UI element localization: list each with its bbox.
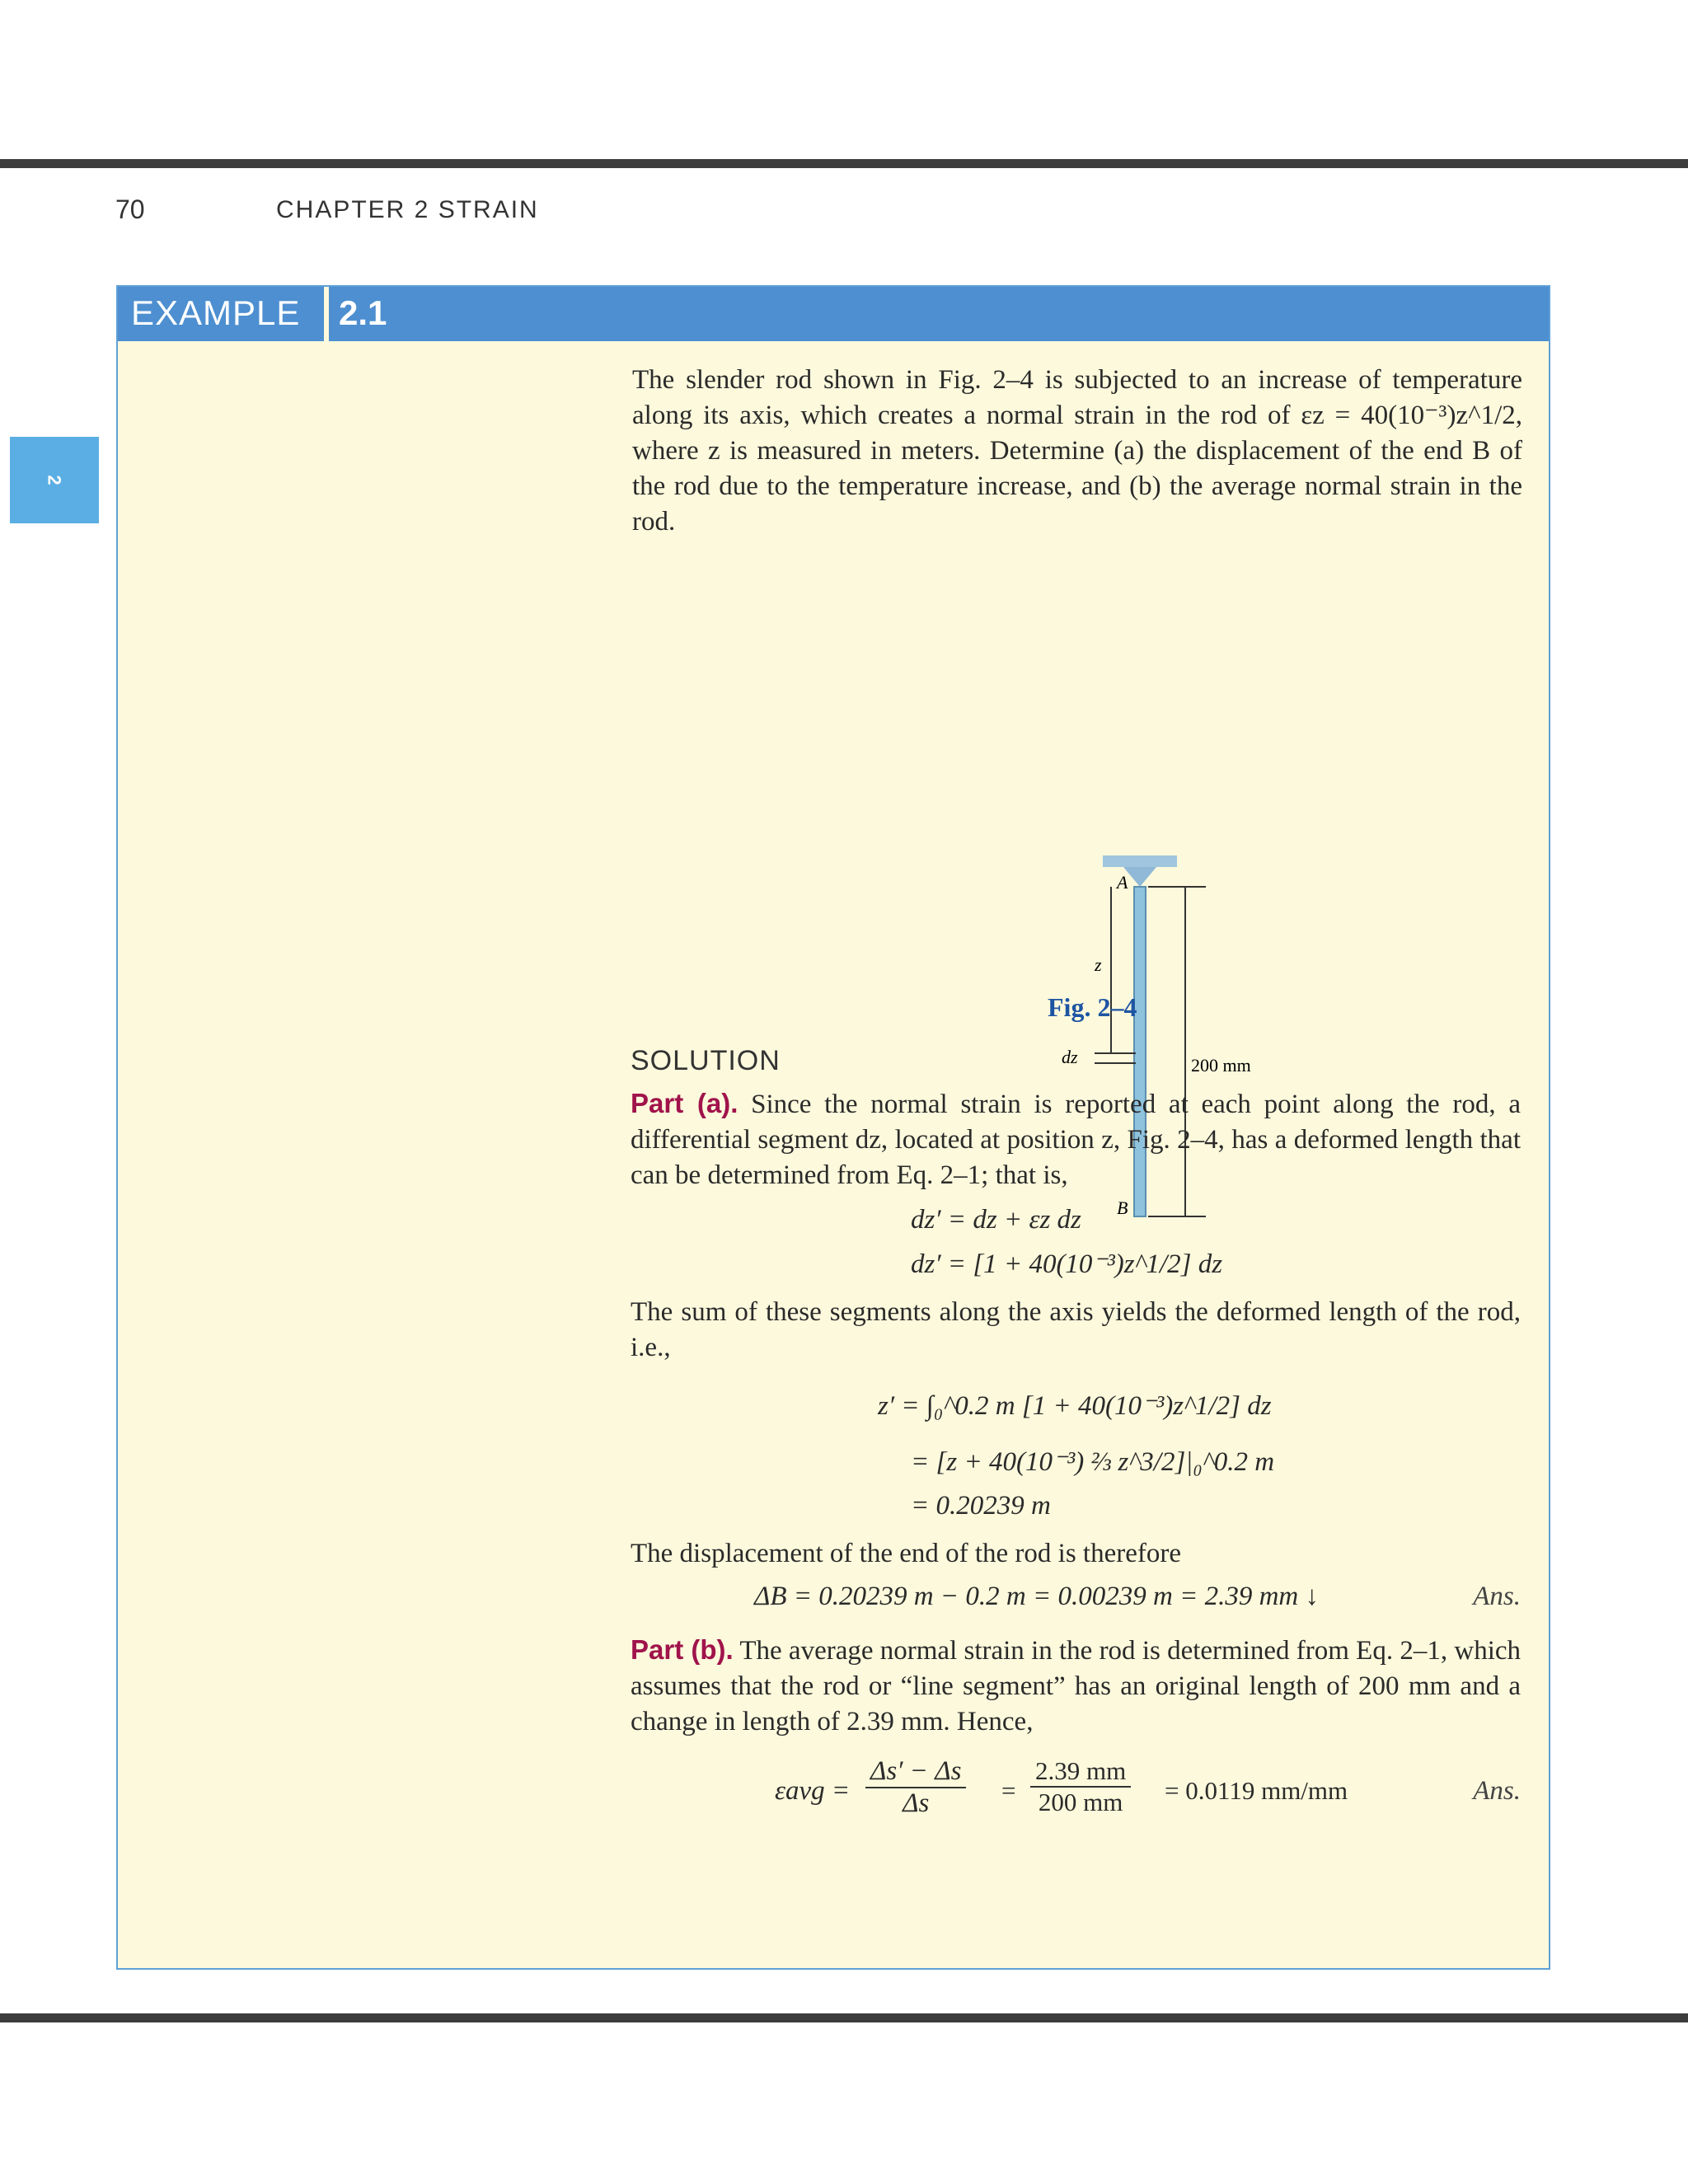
- label-b: B: [1117, 1197, 1128, 1218]
- chapter-tab: [10, 437, 99, 523]
- example-number: 2.1: [339, 293, 387, 332]
- figure-caption: Fig. 2–4: [1048, 992, 1137, 1022]
- equation-7-lhs: εavg =: [775, 1776, 851, 1806]
- dimension-label: 200 mm: [1191, 1055, 1251, 1076]
- chapter-title: CHAPTER 2 STRAIN: [276, 196, 539, 223]
- fraction-1-num: Δs′ − Δs: [865, 1756, 966, 1788]
- fraction-1-den: Δs: [903, 1788, 930, 1818]
- example-label: EXAMPLE: [131, 293, 301, 332]
- example-content: [632, 363, 1522, 540]
- equation-4: = [z + 40(10⁻³) ⅔ z^3/2]|₀^0.2 m: [911, 1447, 1275, 1477]
- part-b-paragraph: [631, 1632, 1521, 1740]
- fraction-1: [865, 1756, 966, 1819]
- equation-7-row: εavg = $\frac{\Delta s' - \Delta s}{\Delta s}$ = $\frac{2.39 mm}{200 mm}$ = 0.0119 mm/mm Ans.: [775, 1756, 1521, 1818]
- chapter-tab-label: 2: [44, 475, 65, 485]
- equation-7-result: = 0.0119 mm/mm: [1165, 1776, 1348, 1805]
- top-rule: [0, 159, 1688, 168]
- page-number: 70: [115, 194, 145, 224]
- answer-b: Ans.: [1473, 1776, 1521, 1806]
- equation-2: dz′ = [1 + 40(10⁻³)z^1/2] dz: [911, 1249, 1223, 1279]
- equation-6-row: [631, 1582, 1521, 1617]
- fraction-2-num: 2.39 mm: [1030, 1756, 1131, 1788]
- header-divider: [324, 287, 329, 341]
- part-b-label: Part (b).: [631, 1634, 734, 1665]
- part-b-text: The average normal strain in the rod is determined from Eq. 2–1, which assumes that the rod or “line segment” has an original length of 200 mm and a change in length of 2.39 mm. Hence,: [631, 1636, 1522, 1736]
- bottom-rule: [0, 2013, 1688, 2022]
- fraction-2: [1030, 1756, 1131, 1817]
- fraction-2-den: 200 mm: [1038, 1788, 1123, 1816]
- equation-1: dz′ = dz + εz dz: [911, 1205, 1081, 1235]
- sum-text: The sum of these segments along the axis yields the deformed length of the rod, i.e.,: [631, 1297, 1521, 1362]
- equation-5: = 0.20239 m: [911, 1491, 1051, 1521]
- problem-statement: The slender rod shown in Fig. 2–4 is subjected to an increase of temperature along its axis, which creates a normal strain in the rod of εz = 40(10⁻³)z^1/2, where z is measured in meters. Determine (a) the displacement of the end B of the rod due to the temperature increase, and (b) the average normal strain in the rod.: [632, 365, 1522, 537]
- label-dz: dz: [1062, 1047, 1078, 1067]
- label-a: A: [1117, 872, 1128, 893]
- label-z: z: [1095, 954, 1102, 975]
- solution-heading: SOLUTION: [631, 1045, 781, 1076]
- part-a-text: Since the normal strain is reported at each point along the rod, a differential segment dz, located at position z, Fig. 2–4, has a deformed length that can be determined from Eq. 2–1; that is,: [631, 1090, 1521, 1190]
- part-a-paragraph: [631, 1085, 1521, 1193]
- example-header: [118, 287, 1549, 341]
- answer-a: Ans.: [1473, 1582, 1521, 1611]
- equation-6: ΔB = 0.20239 m − 0.2 m = 0.00239 m = 2.39 mm ↓: [754, 1582, 1320, 1611]
- displacement-text: The displacement of the end of the rod is therefore: [631, 1539, 1181, 1568]
- part-a-label: Part (a).: [631, 1088, 738, 1118]
- support-icon: [1103, 855, 1177, 887]
- solution-block: [631, 1045, 1521, 1830]
- equation-3: z′ = ∫₀^0.2 m [1 + 40(10⁻³)z^1/2] dz: [878, 1391, 1272, 1421]
